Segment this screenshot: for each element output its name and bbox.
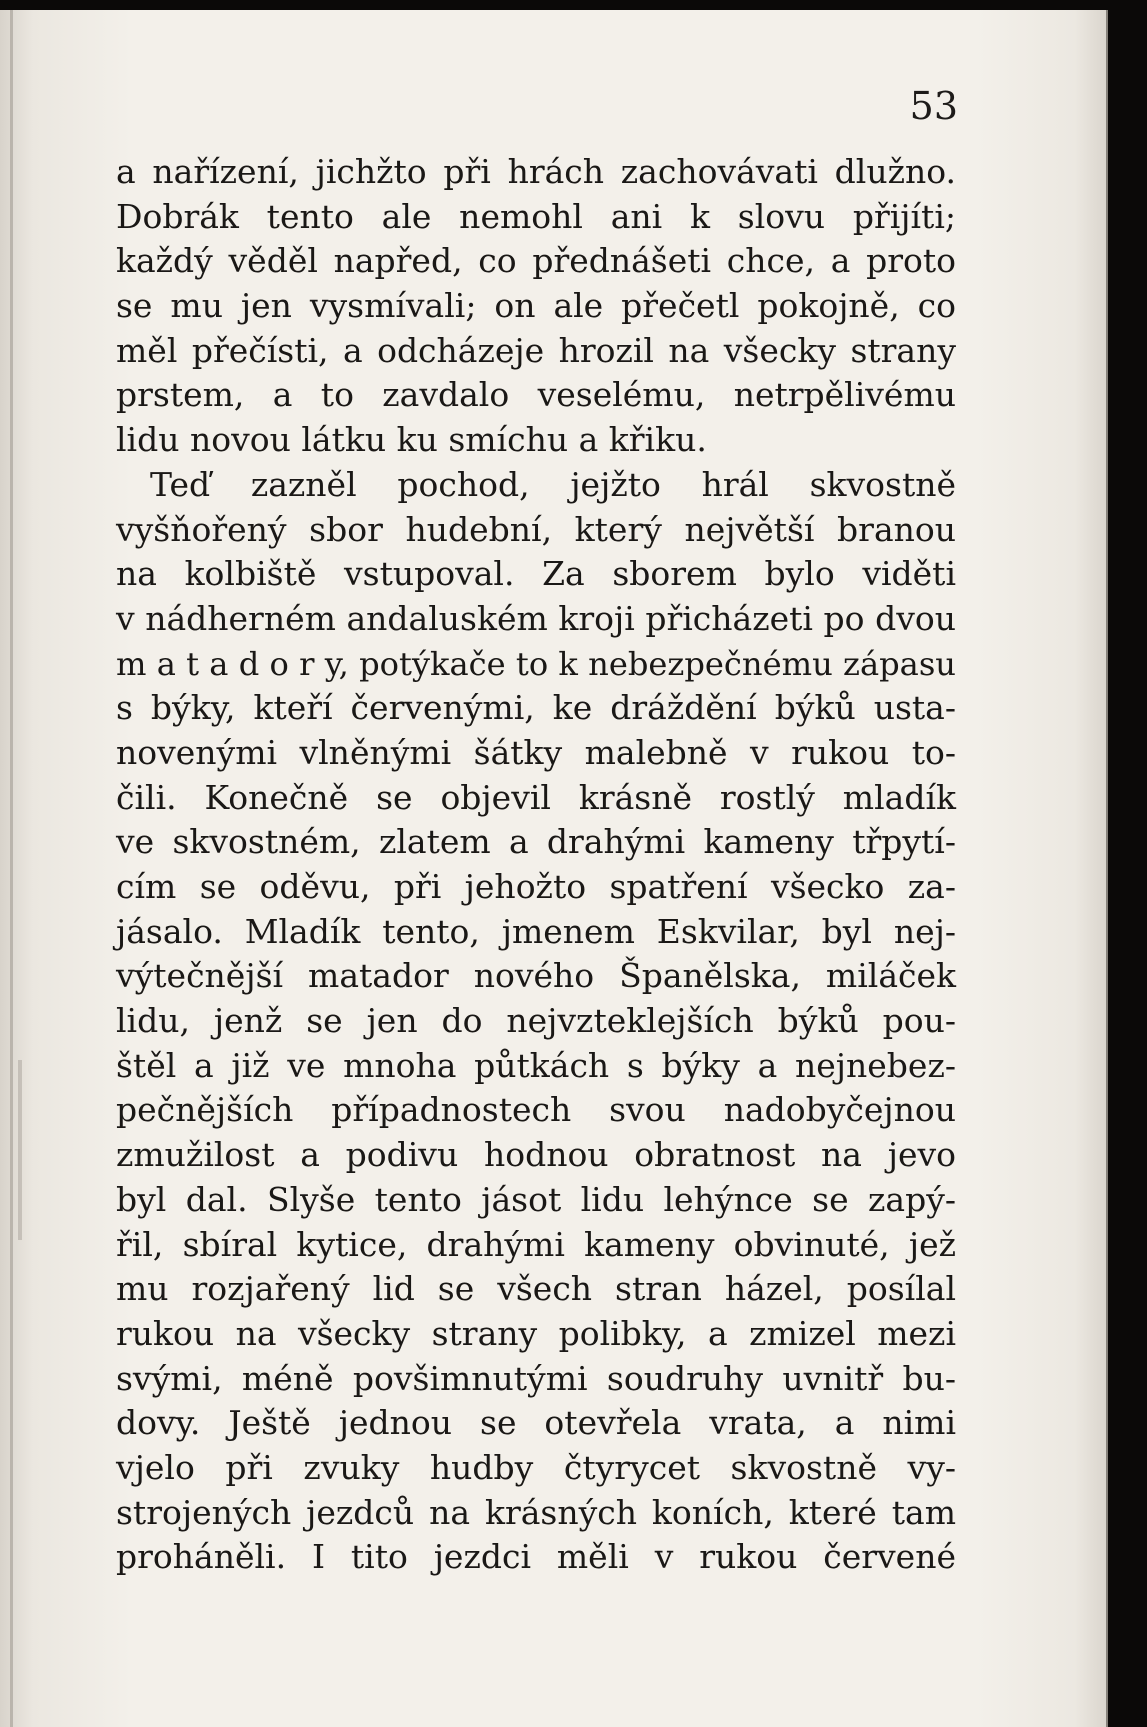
text-line: proháněli. I tito jezdci měli v rukou červené	[116, 1537, 956, 1577]
text-line: strojených jezdců na krásných koních, které tam	[116, 1492, 956, 1532]
text-line: se mu jen vysmívali; on ale přečetl pokojně, co	[116, 286, 956, 326]
text-line: a nařízení, jichžto při hrách zachovávati dlužno.	[116, 152, 956, 191]
text-line: pečnějších případnostech svou nadobyčejnou	[116, 1090, 956, 1130]
text-line: výtečnější matador nového Španělska, miláček	[116, 956, 956, 996]
page-number: 53	[909, 84, 958, 128]
text-line: prstem, a to zavdalo veselému, netrpělivému	[116, 375, 956, 415]
text-line: čili. Konečně se objevil krásně rostlý mladík	[116, 777, 956, 817]
text-line: dovy. Ještě jednou se otevřela vrata, a nimi	[116, 1403, 956, 1443]
body-text	[116, 150, 956, 1580]
book-page	[0, 10, 1108, 1727]
page-binding-edge	[10, 10, 13, 1727]
text-line: s býky, kteří červenými, ke dráždění býků usta-	[116, 688, 956, 728]
text-line: řil, sbíral kytice, drahými kameny obvinuté, jež	[116, 1224, 956, 1264]
text-line: Dobrák tento ale nemohl ani k slovu přijíti;	[116, 196, 956, 236]
text-line: štěl a již ve mnoha půtkách s býky a nejnebez-	[116, 1045, 956, 1085]
text-line: vjelo při zvuky hudby čtyrycet skvostně vy-	[116, 1447, 956, 1487]
text-line: Teď zazněl pochod, jejžto hrál skvostně	[150, 464, 956, 504]
page-right-edge	[1106, 10, 1108, 1727]
text-line: vyšňořený sbor hudební, který největší branou	[116, 509, 956, 549]
text-line: cím se oděvu, při jehožto spatření všecko za-	[116, 867, 956, 906]
text-line: v nádherném andaluském kroji přicházeti po dvou	[116, 598, 956, 638]
text-line: lidu, jenž se jen do nejvzteklejších býků pou-	[116, 1001, 956, 1041]
text-line: m a t a d o r y, potýkače to k nebezpečnému zápasu	[116, 644, 956, 683]
text-line: rukou na všecky strany polibky, a zmizel mezi	[116, 1313, 956, 1353]
text-line: svými, méně povšimnutými soudruhy uvnitř bu-	[116, 1358, 956, 1398]
text-line: novenými vlněnými šátky malebně v rukou to-	[116, 732, 956, 772]
text-line: lidu novou látku ku smíchu a křiku.	[116, 420, 707, 460]
text-line: každý věděl napřed, co přednášeti chce, a proto	[116, 241, 956, 281]
text-line: ve skvostném, zlatem a drahými kameny třpytí-	[116, 822, 956, 862]
text-line: mu rozjařený lid se všech stran házel, posílal	[116, 1269, 956, 1309]
text-line: na kolbiště vstupoval. Za sborem bylo viděti	[116, 554, 956, 594]
text-line: jásalo. Mladík tento, jmenem Eskvilar, byl nej-	[116, 911, 956, 951]
text-line: zmužilost a podivu hodnou obratnost na jevo	[116, 1135, 956, 1175]
text-line: byl dal. Slyše tento jásot lidu lehýnce se zapý-	[116, 1179, 956, 1219]
text-line: měl přečísti, a odcházeje hrozil na všecky strany	[116, 330, 956, 370]
binding-shadow	[18, 1060, 22, 1240]
